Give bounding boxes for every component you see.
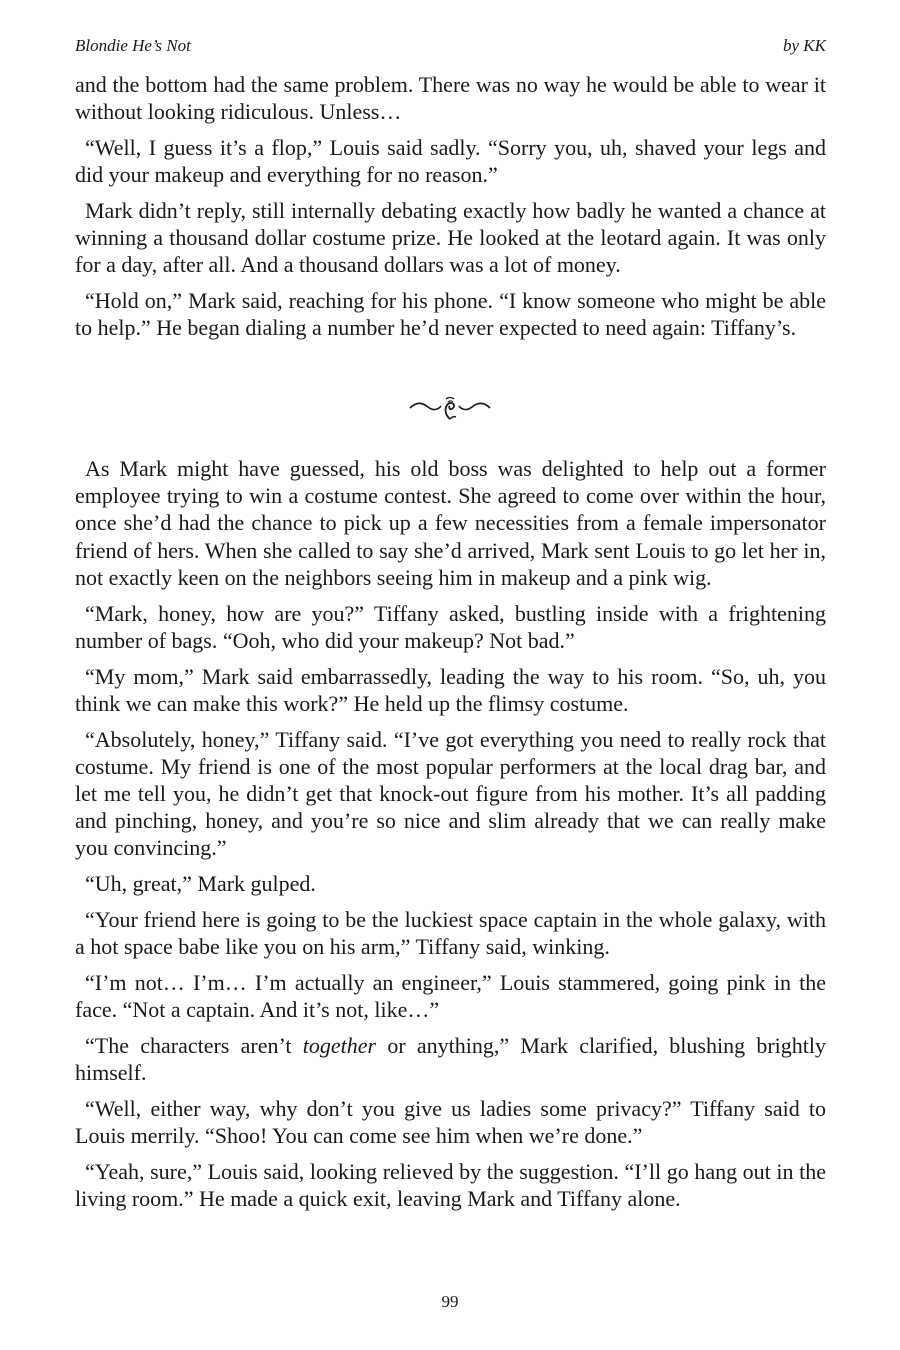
paragraph: Mark didn’t reply, still internally debating exactly how badly he wanted a chance at winning a thousand dollar costume prize. He looked at the leotard again. It was only for a day, after all. And a thousand dollars was a lot of money.: [75, 198, 826, 278]
text-section-after-break: [75, 455, 826, 1221]
paragraph: “My mom,” Mark said embarrassedly, leading the way to his room. “So, uh, you think we can make this work?” He held up the flimsy costume.: [75, 663, 826, 716]
author-credit: by KK: [783, 36, 826, 55]
paragraph: “Absolutely, honey,” Tiffany said. “I’ve got everything you need to really rock that costume. My friend is one of the most popular performers at the local drag bar, and let me tell you, he didn’t get that knock-out figure from his mother. It’s all padding and pinching, honey, and you’re so nice and slim already that we can really make you convincing.”: [75, 726, 826, 861]
paragraph: “Your friend here is going to be the luckiest space captain in the whole galaxy, with a hot space babe like you on his arm,” Tiffany said, winking.: [75, 907, 826, 960]
paragraph: “Uh, great,” Mark gulped.: [85, 871, 316, 897]
scene-break-ornament: [0, 393, 900, 426]
running-head: [75, 36, 826, 56]
book-title: Blondie He’s Not: [75, 36, 191, 55]
paragraph-with-emphasis: [75, 1032, 826, 1086]
paragraph: and the bottom had the same problem. There was no way he would be able to wear it without looking ridiculous. Unless…: [75, 72, 826, 125]
paragraph: “I’m not… I’m… I’m actually an engineer,” Louis stammered, going pink in the face. “Not a captain. And it’s not, like…”: [75, 970, 826, 1023]
text-run: or anything,” Mark clarified, blushing brightly himself.: [75, 1033, 827, 1086]
scene-break-flourish-icon: [408, 393, 492, 421]
paragraph: As Mark might have guessed, his old boss was delighted to help out a former employee trying to win a costume contest. She agreed to come over within the hour, once she’d had the chance to pick up a few necessities from a female impersonator friend of hers. When she called to say she’d arrived, Mark sent Louis to go let her in, not exactly keen on the neighbors seeing him in makeup and a pink wig.: [75, 456, 826, 590]
text-run: “The characters aren’t: [85, 1033, 303, 1059]
paragraph: “Mark, honey, how are you?” Tiffany asked, bustling inside with a frightening number of bags. “Ooh, who did your makeup? Not bad.”: [75, 600, 826, 653]
paragraph: “Well, I guess it’s a flop,” Louis said sadly. “Sorry you, uh, shaved your legs and did your makeup and everything for no reason.”: [75, 135, 826, 188]
page-number: 99: [441, 1292, 459, 1311]
emphasized-word: together: [302, 1033, 377, 1059]
text-section-before-break: [75, 71, 826, 350]
paragraph: “Well, either way, why don’t you give us ladies some privacy?” Tiffany said to Louis merrily. “Shoo! You can come see him when we’re done.”: [75, 1096, 826, 1149]
paragraph: “Yeah, sure,” Louis said, looking relieved by the suggestion. “I’ll go hang out in the living room.” He made a quick exit, leaving Mark and Tiffany alone.: [75, 1159, 826, 1212]
paragraph: “Hold on,” Mark said, reaching for his phone. “I know someone who might be able to help.” He began dialing a number he’d never expected to need again: Tiffany’s.: [75, 288, 826, 341]
